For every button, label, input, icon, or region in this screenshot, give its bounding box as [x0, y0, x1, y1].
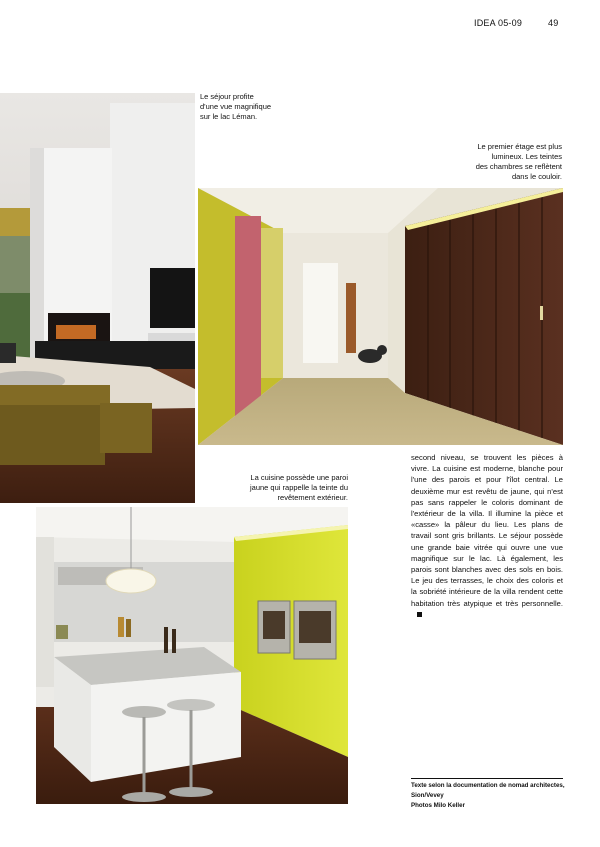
credits-rule: [411, 778, 563, 779]
credits-line: Photos Milo Keller: [411, 802, 465, 809]
article-paragraph: second niveau, se trouvent les pièces à vivre. La cuisine est moderne, blanche pour l'une des parois et pour l'îlot central. Le deuxième mur est revêtu de jaune, qui n'est pas sans rappeler le coloris dominant de l'extérieur de la villa. Il illumine la pièce et «casse» la pâleur du lieu. Les plans de travail sont gris brillants. Le séjour possède une grande baie vitrée qui ouvre une vue magnifique sur le lac. Là également, les parois sont blanches avec des sols en bois. Le jeu des terrasses, le choix des coloris et la sobriété intérieure de la villa rendent cette habitation très atypique et très personnelle.: [411, 453, 563, 608]
caption-line: sur le lac Léman.: [200, 112, 258, 121]
caption-line: Le premier étage est plus: [477, 142, 562, 151]
corridor-caption: [400, 142, 562, 182]
kitchen-caption: [210, 473, 348, 503]
issue-label: IDEA 05-09: [474, 18, 523, 28]
living-room-caption: [200, 92, 271, 122]
caption-line: dans le couloir.: [511, 172, 562, 181]
living-room-photo: [0, 93, 195, 503]
caption-line: jaune qui rappelle la teinte du: [250, 483, 348, 492]
caption-line: Le séjour profite: [200, 92, 254, 101]
credits-line: Texte selon la documentation de nomad architectes,: [411, 782, 565, 789]
caption-line: lumineux. Les teintes: [491, 152, 562, 161]
credits: [411, 781, 566, 811]
page-number: 49: [548, 18, 559, 28]
caption-line: revêtement extérieur.: [277, 493, 348, 502]
caption-line: des chambres se reflètent: [475, 162, 562, 171]
article-body: [411, 452, 563, 620]
end-of-article-mark: [417, 612, 422, 617]
corridor-photo: [198, 188, 563, 445]
kitchen-photo: [36, 507, 348, 804]
caption-line: La cuisine possède une paroi: [250, 473, 348, 482]
caption-line: d'une vue magnifique: [200, 102, 272, 111]
credits-line: Sion/Vevey: [411, 792, 444, 799]
